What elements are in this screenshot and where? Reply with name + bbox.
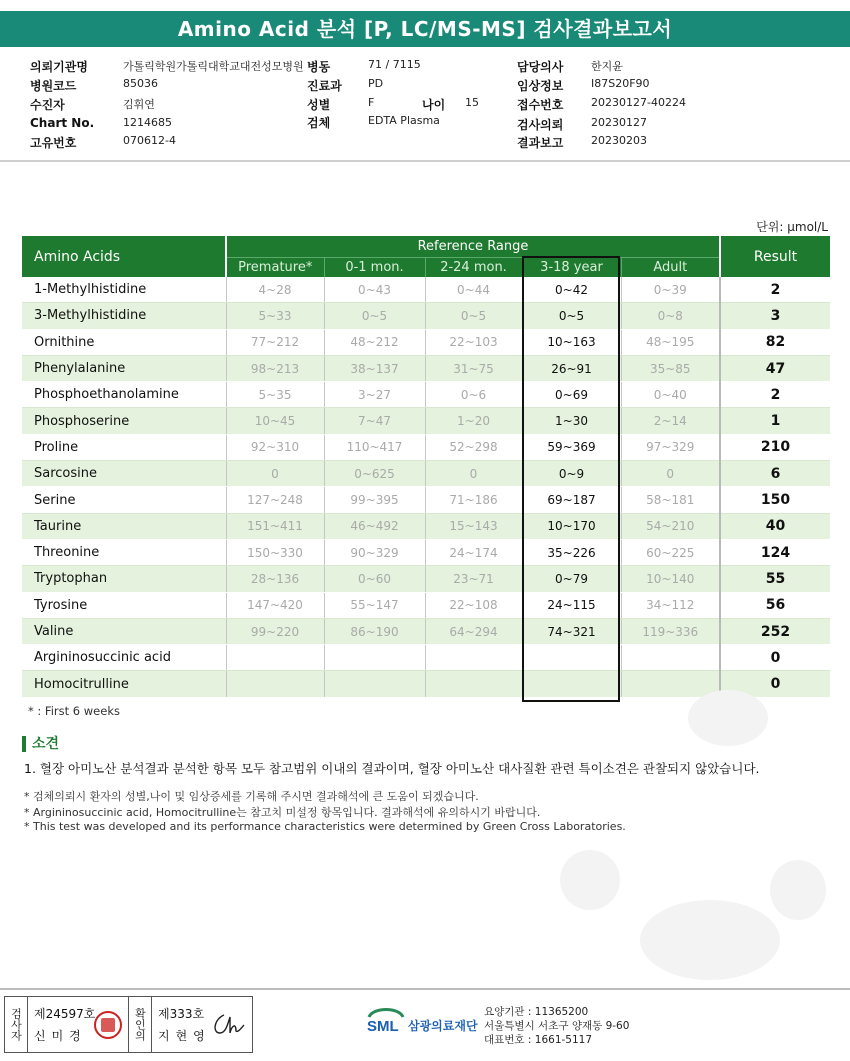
range-2-24-mon [425, 671, 522, 697]
findings-title: 소견 [32, 736, 60, 752]
findings-section [22, 733, 59, 753]
inspector-number: 제24597호 [34, 1007, 96, 1021]
amino-acid-name: Tryptophan [22, 566, 226, 592]
report-label: 결과보고 [517, 136, 564, 150]
range-0-1-mon: 0~43 [324, 277, 425, 303]
confirmer-name: 지현영 [158, 1029, 211, 1043]
watermark-shape [640, 900, 780, 980]
range-2-24-mon: 0~44 [425, 277, 522, 303]
range-2-24-mon: 24~174 [425, 539, 522, 565]
range-2-24-mon: 22~103 [425, 329, 522, 355]
amino-acid-name: Serine [22, 487, 226, 513]
request-value: 20230127 [591, 116, 647, 129]
range-0-1-mon: 48~212 [324, 329, 425, 355]
confirmer-vertical-label [129, 997, 152, 1052]
range-2-24-mon [425, 645, 522, 671]
range-3-18-year: 0~5 [522, 303, 621, 329]
amino-acid-name: 1-Methylhistidine [22, 277, 226, 303]
amino-acid-name: Valine [22, 618, 226, 644]
sml-logo-icon [365, 1003, 407, 1035]
result-value: 0 [720, 645, 830, 671]
range-3-18-year: 0~69 [522, 382, 621, 408]
note-line: * This test was developed and its performance characteristics were determined by Green Cross Laboratories. [24, 820, 626, 833]
doctor-value: 한지윤 [591, 60, 623, 73]
table-row [22, 434, 830, 460]
table-row [22, 539, 830, 565]
org-address: 서울특별시 서초구 양재동 9-60 [484, 1020, 630, 1032]
col-header-result: Result [720, 236, 830, 277]
range-2-24-mon: 0~5 [425, 303, 522, 329]
range-0-1-mon: 0~5 [324, 303, 425, 329]
range-2-24-mon: 15~143 [425, 513, 522, 539]
range-3-18-year: 35~226 [522, 539, 621, 565]
range-0-1-mon: 110~417 [324, 434, 425, 460]
watermark-shape [770, 860, 826, 920]
range-3-18-year [522, 671, 621, 697]
result-value: 0 [720, 671, 830, 697]
range-0-1-mon [324, 645, 425, 671]
amino-acid-name: Phenylalanine [22, 355, 226, 381]
inspector-vertical-label [5, 997, 28, 1052]
patient-value: 김휘연 [123, 98, 155, 111]
range-0-1-mon: 86~190 [324, 618, 425, 644]
premature-range: 147~420 [226, 592, 324, 618]
amino-acid-name: Proline [22, 434, 226, 460]
request-label: 검사의뢰 [517, 118, 564, 132]
watermark-shape [688, 690, 768, 746]
ward-value: 71 / 7115 [368, 58, 421, 71]
clinical-value: I87S20F90 [591, 77, 650, 90]
org-phone: 대표번호 : 1661-5117 [484, 1034, 593, 1046]
premature-range: 0 [226, 461, 324, 487]
specimen-label: 검체 [307, 116, 331, 130]
note-line: * 검체의뢰시 환자의 성별,나이 및 임상증세를 기록해 주시면 결과해석에 큰 도움이 되겠습니다. [24, 790, 479, 803]
age-value: 15 [465, 96, 479, 109]
premature-range [226, 671, 324, 697]
note-line: * Argininosuccinic acid, Homocitrulline는 참고치 미설정 항목입니다. 결과해석에 유의하시기 바랍니다. [24, 806, 541, 819]
result-value: 82 [720, 329, 830, 355]
adult-range [621, 645, 720, 671]
sml-logo-text: SML [367, 1018, 399, 1035]
amino-acid-name: Taurine [22, 513, 226, 539]
clinical-label: 임상정보 [517, 79, 564, 93]
range-2-24-mon: 31~75 [425, 355, 522, 381]
amino-acid-name: Phosphoethanolamine [22, 382, 226, 408]
range-0-1-mon: 55~147 [324, 592, 425, 618]
amino-acid-name: Ornithine [22, 329, 226, 355]
premature-range: 150~330 [226, 539, 324, 565]
amino-acid-name: Tyrosine [22, 592, 226, 618]
col-header-0-1-mon: 0-1 mon. [324, 258, 425, 278]
signature-icon [210, 1011, 246, 1037]
chart-value: 1214685 [123, 116, 172, 129]
sex-label: 성별 [307, 98, 331, 112]
unique-value: 070612-4 [123, 134, 176, 147]
range-2-24-mon: 0 [425, 461, 522, 487]
result-value: 55 [720, 566, 830, 592]
adult-range: 10~140 [621, 566, 720, 592]
report-value: 20230203 [591, 134, 647, 147]
org-info [484, 1005, 629, 1047]
patient-info [0, 56, 850, 152]
confirmer-number: 제333호 [158, 1007, 205, 1021]
range-3-18-year: 0~9 [522, 461, 621, 487]
col-header-adult: Adult [621, 258, 720, 278]
range-3-18-year: 0~79 [522, 566, 621, 592]
table-row [22, 566, 830, 592]
sex-value: F [368, 96, 375, 109]
table-row [22, 461, 830, 487]
amino-acid-name: Argininosuccinic acid [22, 645, 226, 671]
unit-label: 단위: μmol/L [756, 220, 828, 234]
range-2-24-mon: 23~71 [425, 566, 522, 592]
table-row [22, 329, 830, 355]
patient-label: 수진자 [30, 98, 65, 112]
amino-acid-name: Threonine [22, 539, 226, 565]
range-2-24-mon: 64~294 [425, 618, 522, 644]
adult-range: 58~181 [621, 487, 720, 513]
result-value: 2 [720, 277, 830, 303]
range-3-18-year: 69~187 [522, 487, 621, 513]
dept-value: PD [368, 77, 384, 90]
premature-range: 5~33 [226, 303, 324, 329]
col-header-2-24-mon: 2-24 mon. [425, 258, 522, 278]
ward-label: 병동 [307, 60, 331, 74]
range-3-18-year: 0~42 [522, 277, 621, 303]
premature-range [226, 645, 324, 671]
col-header-premature: Premature* [226, 258, 324, 278]
inspector-cell [28, 997, 129, 1052]
header-divider [0, 160, 850, 162]
amino-acid-table [22, 236, 830, 698]
adult-range: 48~195 [621, 329, 720, 355]
unique-label: 고유번호 [30, 136, 77, 150]
range-2-24-mon: 0~6 [425, 382, 522, 408]
adult-range: 0~8 [621, 303, 720, 329]
result-value: 47 [720, 355, 830, 381]
range-0-1-mon: 99~395 [324, 487, 425, 513]
result-value: 6 [720, 461, 830, 487]
premature-range: 99~220 [226, 618, 324, 644]
table-row [22, 618, 830, 644]
range-2-24-mon: 22~108 [425, 592, 522, 618]
table-row [22, 408, 830, 434]
amino-acid-name: Phosphoserine [22, 408, 226, 434]
table-row [22, 513, 830, 539]
range-0-1-mon: 38~137 [324, 355, 425, 381]
signature-box [4, 996, 253, 1053]
institution-label: 의뢰기관명 [30, 60, 88, 74]
premature-range: 5~35 [226, 382, 324, 408]
range-3-18-year: 24~115 [522, 592, 621, 618]
amino-acid-name: Sarcosine [22, 461, 226, 487]
result-value: 1 [720, 408, 830, 434]
org-code: 요양기관 : 11365200 [484, 1006, 589, 1018]
confirmer-vert-text: 확인의 [133, 1008, 147, 1041]
org-name: 삼광의료재단 [408, 1019, 478, 1033]
premature-range: 4~28 [226, 277, 324, 303]
range-0-1-mon: 7~47 [324, 408, 425, 434]
premature-range: 92~310 [226, 434, 324, 460]
report-title: Amino Acid 분석 [P, LC/MS-MS] 검사결과보고서 [0, 11, 850, 47]
table-row [22, 487, 830, 513]
watermark-shape [560, 850, 620, 910]
premature-range: 98~213 [226, 355, 324, 381]
range-3-18-year: 26~91 [522, 355, 621, 381]
adult-range: 54~210 [621, 513, 720, 539]
result-value: 124 [720, 539, 830, 565]
adult-range: 119~336 [621, 618, 720, 644]
confirmer-cell [152, 997, 252, 1052]
range-3-18-year: 74~321 [522, 618, 621, 644]
institution-value: 가톨릭학원가톨릭대학교대전성모병원 [123, 60, 304, 73]
result-value: 3 [720, 303, 830, 329]
range-2-24-mon: 1~20 [425, 408, 522, 434]
col-header-amino: Amino Acids [22, 236, 226, 277]
range-0-1-mon: 90~329 [324, 539, 425, 565]
range-3-18-year: 10~170 [522, 513, 621, 539]
range-2-24-mon: 71~186 [425, 487, 522, 513]
result-value: 56 [720, 592, 830, 618]
adult-range: 0~39 [621, 277, 720, 303]
adult-range: 2~14 [621, 408, 720, 434]
age-label: 나이 [422, 98, 446, 112]
range-3-18-year: 10~163 [522, 329, 621, 355]
dept-label: 진료과 [307, 79, 342, 93]
result-value: 150 [720, 487, 830, 513]
doctor-label: 담당의사 [517, 60, 564, 74]
result-value: 40 [720, 513, 830, 539]
table-row [22, 645, 830, 671]
adult-range: 60~225 [621, 539, 720, 565]
col-header-reference: Reference Range [226, 236, 720, 258]
range-0-1-mon: 0~60 [324, 566, 425, 592]
section-marker [22, 736, 26, 752]
range-3-18-year [522, 645, 621, 671]
premature-range: 77~212 [226, 329, 324, 355]
specimen-value: EDTA Plasma [368, 114, 440, 127]
premature-range: 10~45 [226, 408, 324, 434]
premature-range: 127~248 [226, 487, 324, 513]
adult-range: 97~329 [621, 434, 720, 460]
table-row [22, 303, 830, 329]
adult-range: 35~85 [621, 355, 720, 381]
table-row [22, 382, 830, 408]
range-3-18-year: 1~30 [522, 408, 621, 434]
result-value: 252 [720, 618, 830, 644]
inspector-seal-icon [94, 1011, 122, 1039]
adult-range: 34~112 [621, 592, 720, 618]
table-row [22, 355, 830, 381]
hosp-code-label: 병원코드 [30, 79, 77, 93]
range-0-1-mon [324, 671, 425, 697]
table-row [22, 592, 830, 618]
table-row [22, 277, 830, 303]
premature-range: 151~411 [226, 513, 324, 539]
receipt-value: 20230127-40224 [591, 96, 686, 109]
chart-label: Chart No. [30, 116, 95, 130]
footer-divider [0, 988, 850, 990]
premature-footnote: * : First 6 weeks [28, 704, 120, 718]
range-0-1-mon: 0~625 [324, 461, 425, 487]
inspector-vert-text: 검사자 [9, 1008, 23, 1041]
amino-acid-name: Homocitrulline [22, 671, 226, 697]
range-0-1-mon: 3~27 [324, 382, 425, 408]
inspector-name: 신미경 [34, 1029, 87, 1043]
amino-acid-name: 3-Methylhistidine [22, 303, 226, 329]
range-0-1-mon: 46~492 [324, 513, 425, 539]
range-3-18-year: 59~369 [522, 434, 621, 460]
finding-text: 1. 혈장 아미노산 분석결과 분석한 항목 모두 참고범위 이내의 결과이며, 혈장 아미노산 대사질환 관련 특이소견은 관찰되지 않았습니다. [24, 761, 760, 776]
premature-range: 28~136 [226, 566, 324, 592]
result-value: 2 [720, 382, 830, 408]
col-header-3-18-year: 3-18 year [522, 258, 621, 278]
hosp-code-value: 85036 [123, 77, 158, 90]
receipt-label: 접수번호 [517, 98, 564, 112]
result-value: 210 [720, 434, 830, 460]
adult-range [621, 671, 720, 697]
range-2-24-mon: 52~298 [425, 434, 522, 460]
adult-range: 0 [621, 461, 720, 487]
adult-range: 0~40 [621, 382, 720, 408]
